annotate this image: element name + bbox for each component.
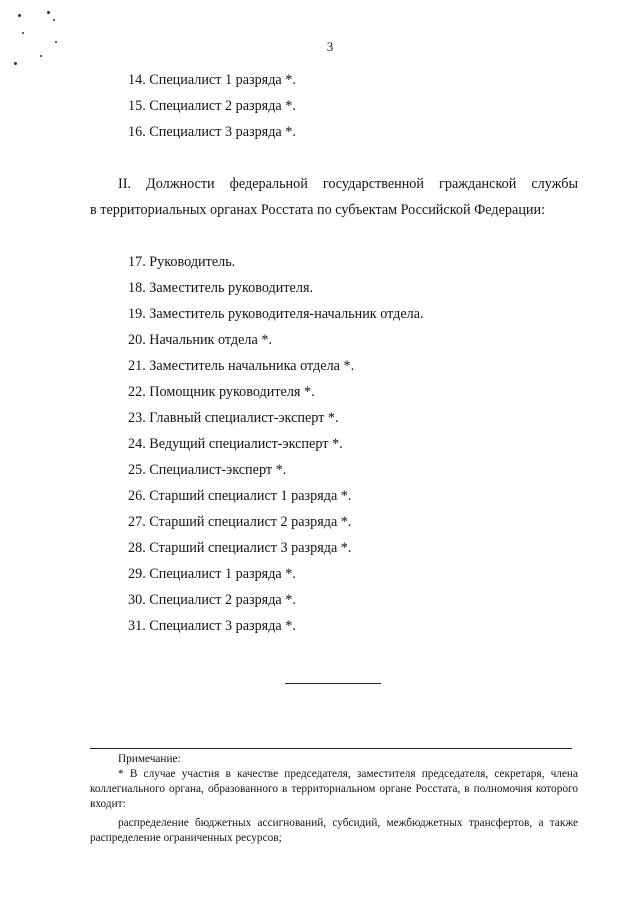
- footnote-divider: [90, 748, 572, 749]
- list-item: 20. Начальник отдела *.: [128, 332, 272, 348]
- footnote-title: Примечание:: [118, 753, 181, 765]
- scan-speck: [55, 41, 57, 43]
- list-item: 19. Заместитель руководителя-начальник отдела.: [128, 306, 424, 322]
- list-item: 17. Руководитель.: [128, 254, 236, 270]
- list-item: 29. Специалист 1 разряда *.: [128, 566, 296, 582]
- list-item: 30. Специалист 2 разряда *.: [128, 592, 296, 608]
- section-heading-line: в территориальных органах Росстата по субъектам Российской Федерации:: [90, 202, 546, 218]
- list-item: 26. Старший специалист 1 разряда *.: [128, 488, 352, 504]
- list-item: 21. Заместитель начальника отдела *.: [128, 358, 355, 374]
- footnote-item: распределение бюджетных ассигнований, субсидий, межбюджетных трансфертов, а также распределение ограниченных ресурсов;: [90, 817, 578, 844]
- page-number: 3: [326, 39, 334, 54]
- list-item: 23. Главный специалист-эксперт *.: [128, 410, 339, 426]
- scan-speck: [53, 19, 55, 21]
- list-item: 27. Старший специалист 2 разряда *.: [128, 514, 352, 530]
- scan-speck: [40, 55, 42, 57]
- list-item: 15. Специалист 2 разряда *.: [128, 98, 296, 114]
- list-item: 28. Старший специалист 3 разряда *.: [128, 540, 352, 556]
- list-item: 24. Ведущий специалист-эксперт *.: [128, 436, 343, 452]
- scan-speck: [22, 32, 24, 34]
- list-item: 18. Заместитель руководителя.: [128, 280, 314, 296]
- list-item: 31. Специалист 3 разряда *.: [128, 618, 296, 634]
- scan-speck: [47, 11, 50, 14]
- section-heading: [90, 171, 578, 223]
- list-item: 22. Помощник руководителя *.: [128, 384, 315, 400]
- scan-speck: [18, 14, 21, 17]
- list-item: 14. Специалист 1 разряда *.: [128, 72, 296, 88]
- section-heading-line: II. Должности федеральной государственной гражданской службы: [118, 176, 578, 192]
- footnote-block: [90, 752, 578, 846]
- end-separator-line: [285, 683, 381, 684]
- list-item: 25. Специалист-эксперт *.: [128, 462, 287, 478]
- list-item: 16. Специалист 3 разряда *.: [128, 124, 296, 140]
- position-list-continued: [128, 70, 296, 148]
- position-list-territorial: [128, 252, 424, 642]
- scan-speck: [14, 62, 17, 65]
- footnote-body: * В случае участия в качестве председателя, заместителя председателя, секретаря, члена коллегиального органа, образованного в территориальном органе Росстата, в полномочия которого входит:: [90, 768, 578, 810]
